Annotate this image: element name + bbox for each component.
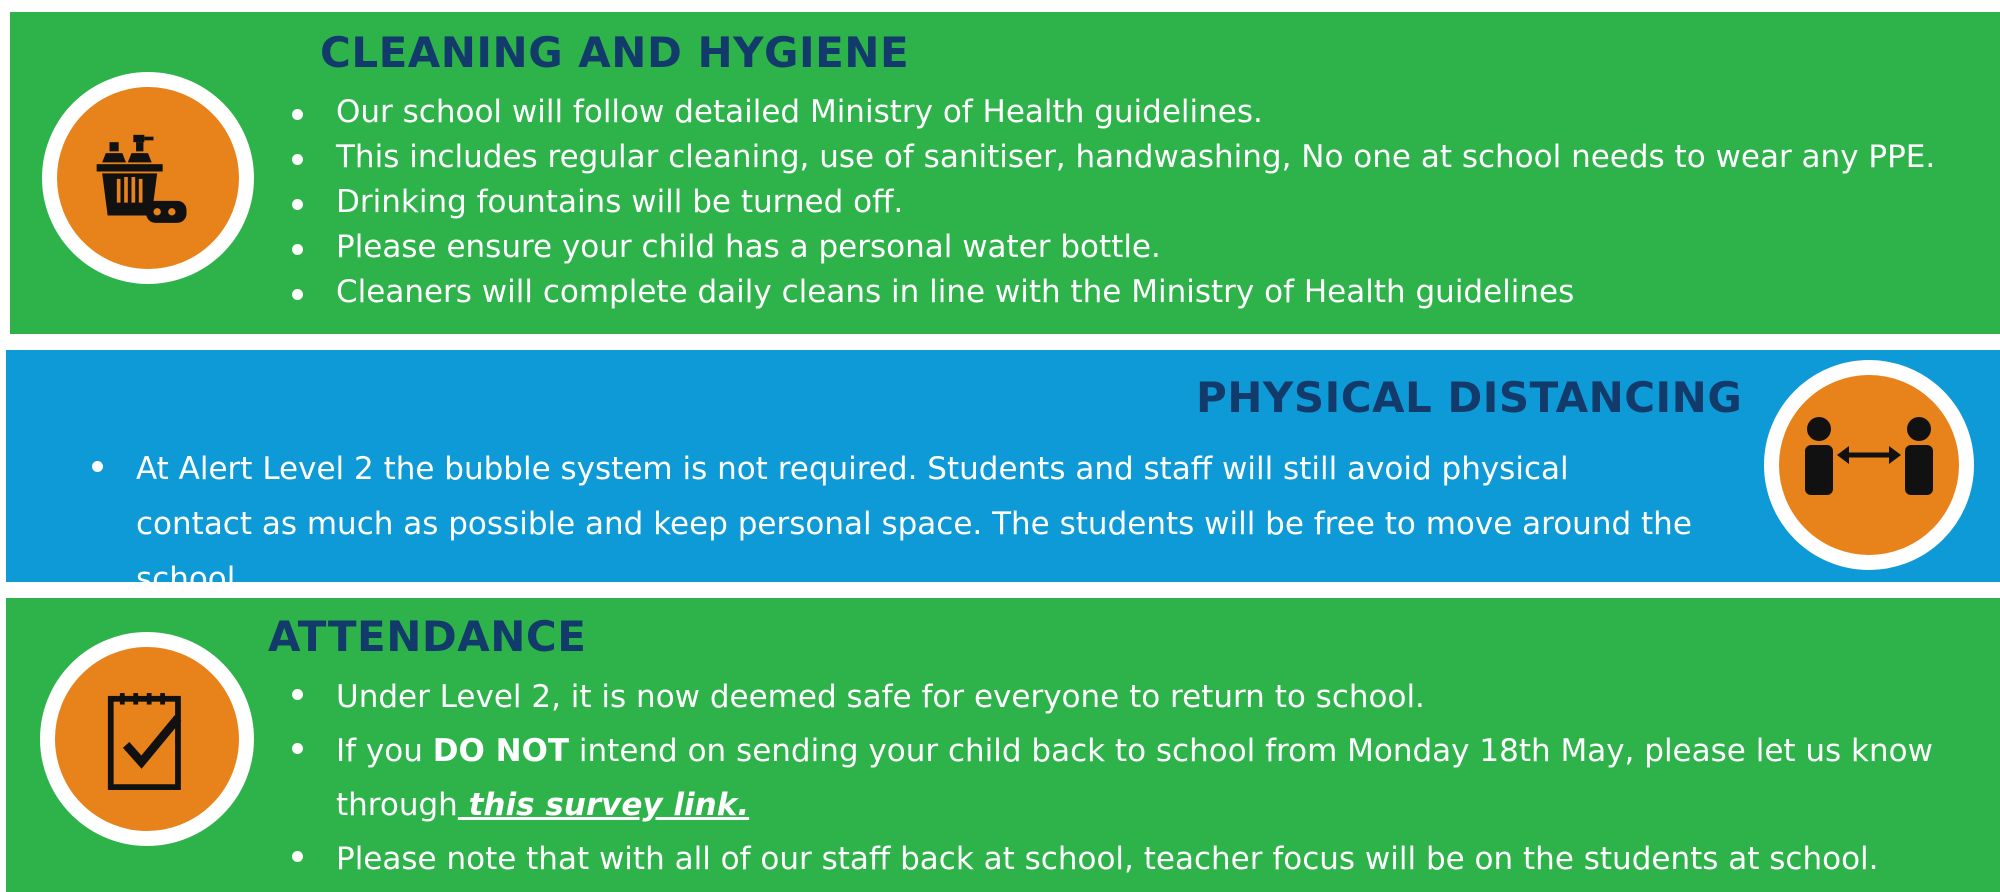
survey-link[interactable]: this survey link.: [457, 787, 750, 823]
attendance-panel: [6, 598, 2000, 892]
list-item: Please ensure your child has a personal water bottle.: [292, 225, 1935, 270]
list-item: Cleaners will complete daily cleans in line with the Ministry of Health guidelines: [292, 270, 1935, 315]
item-text-end: intend on sending your child back to school from Monday 18th May, please let us know through: [336, 733, 1933, 823]
cleaning-supplies-icon: [93, 117, 203, 237]
distancing-badge: [1764, 360, 1974, 570]
distancing-bullet-list: [92, 442, 1692, 607]
list-item: This includes regular cleaning, use of sanitiser, handwashing, No one at school needs to wear any PPE.: [292, 135, 1935, 180]
cleaning-hygiene-title: CLEANING AND HYGIENE: [320, 28, 910, 77]
cleaning-badge: [42, 72, 254, 284]
physical-distancing-panel: [6, 350, 2000, 597]
attendance-bullet-list: [292, 670, 1972, 886]
attendance-title: ATTENDANCE: [268, 612, 587, 661]
attendance-checklist-icon: [105, 689, 201, 795]
list-item: [292, 724, 1972, 832]
cleaning-bullet-list: [292, 90, 1935, 315]
physical-distancing-title: PHYSICAL DISTANCING: [1196, 373, 1743, 422]
list-item: Drinking fountains will be turned off.: [292, 180, 1935, 225]
list-item: Please note that with all of our staff back at school, teacher focus will be on the students at school.: [292, 832, 1972, 886]
do-not-emphasis: DO NOT: [432, 733, 570, 769]
list-item: Under Level 2, it is now deemed safe for everyone to return to school.: [292, 670, 1972, 724]
cleaning-hygiene-panel: [10, 12, 2000, 334]
item-text-start: If you: [336, 733, 433, 769]
list-item: At Alert Level 2 the bubble system is not required. Students and staff will still avoid physical contact as much as possible and keep personal space. The students will be free to move around the school.: [92, 442, 1692, 607]
physical-distancing-icon: [1799, 417, 1939, 497]
list-item: Our school will follow detailed Ministry of Health guidelines.: [292, 90, 1935, 135]
attendance-badge: [40, 632, 254, 846]
